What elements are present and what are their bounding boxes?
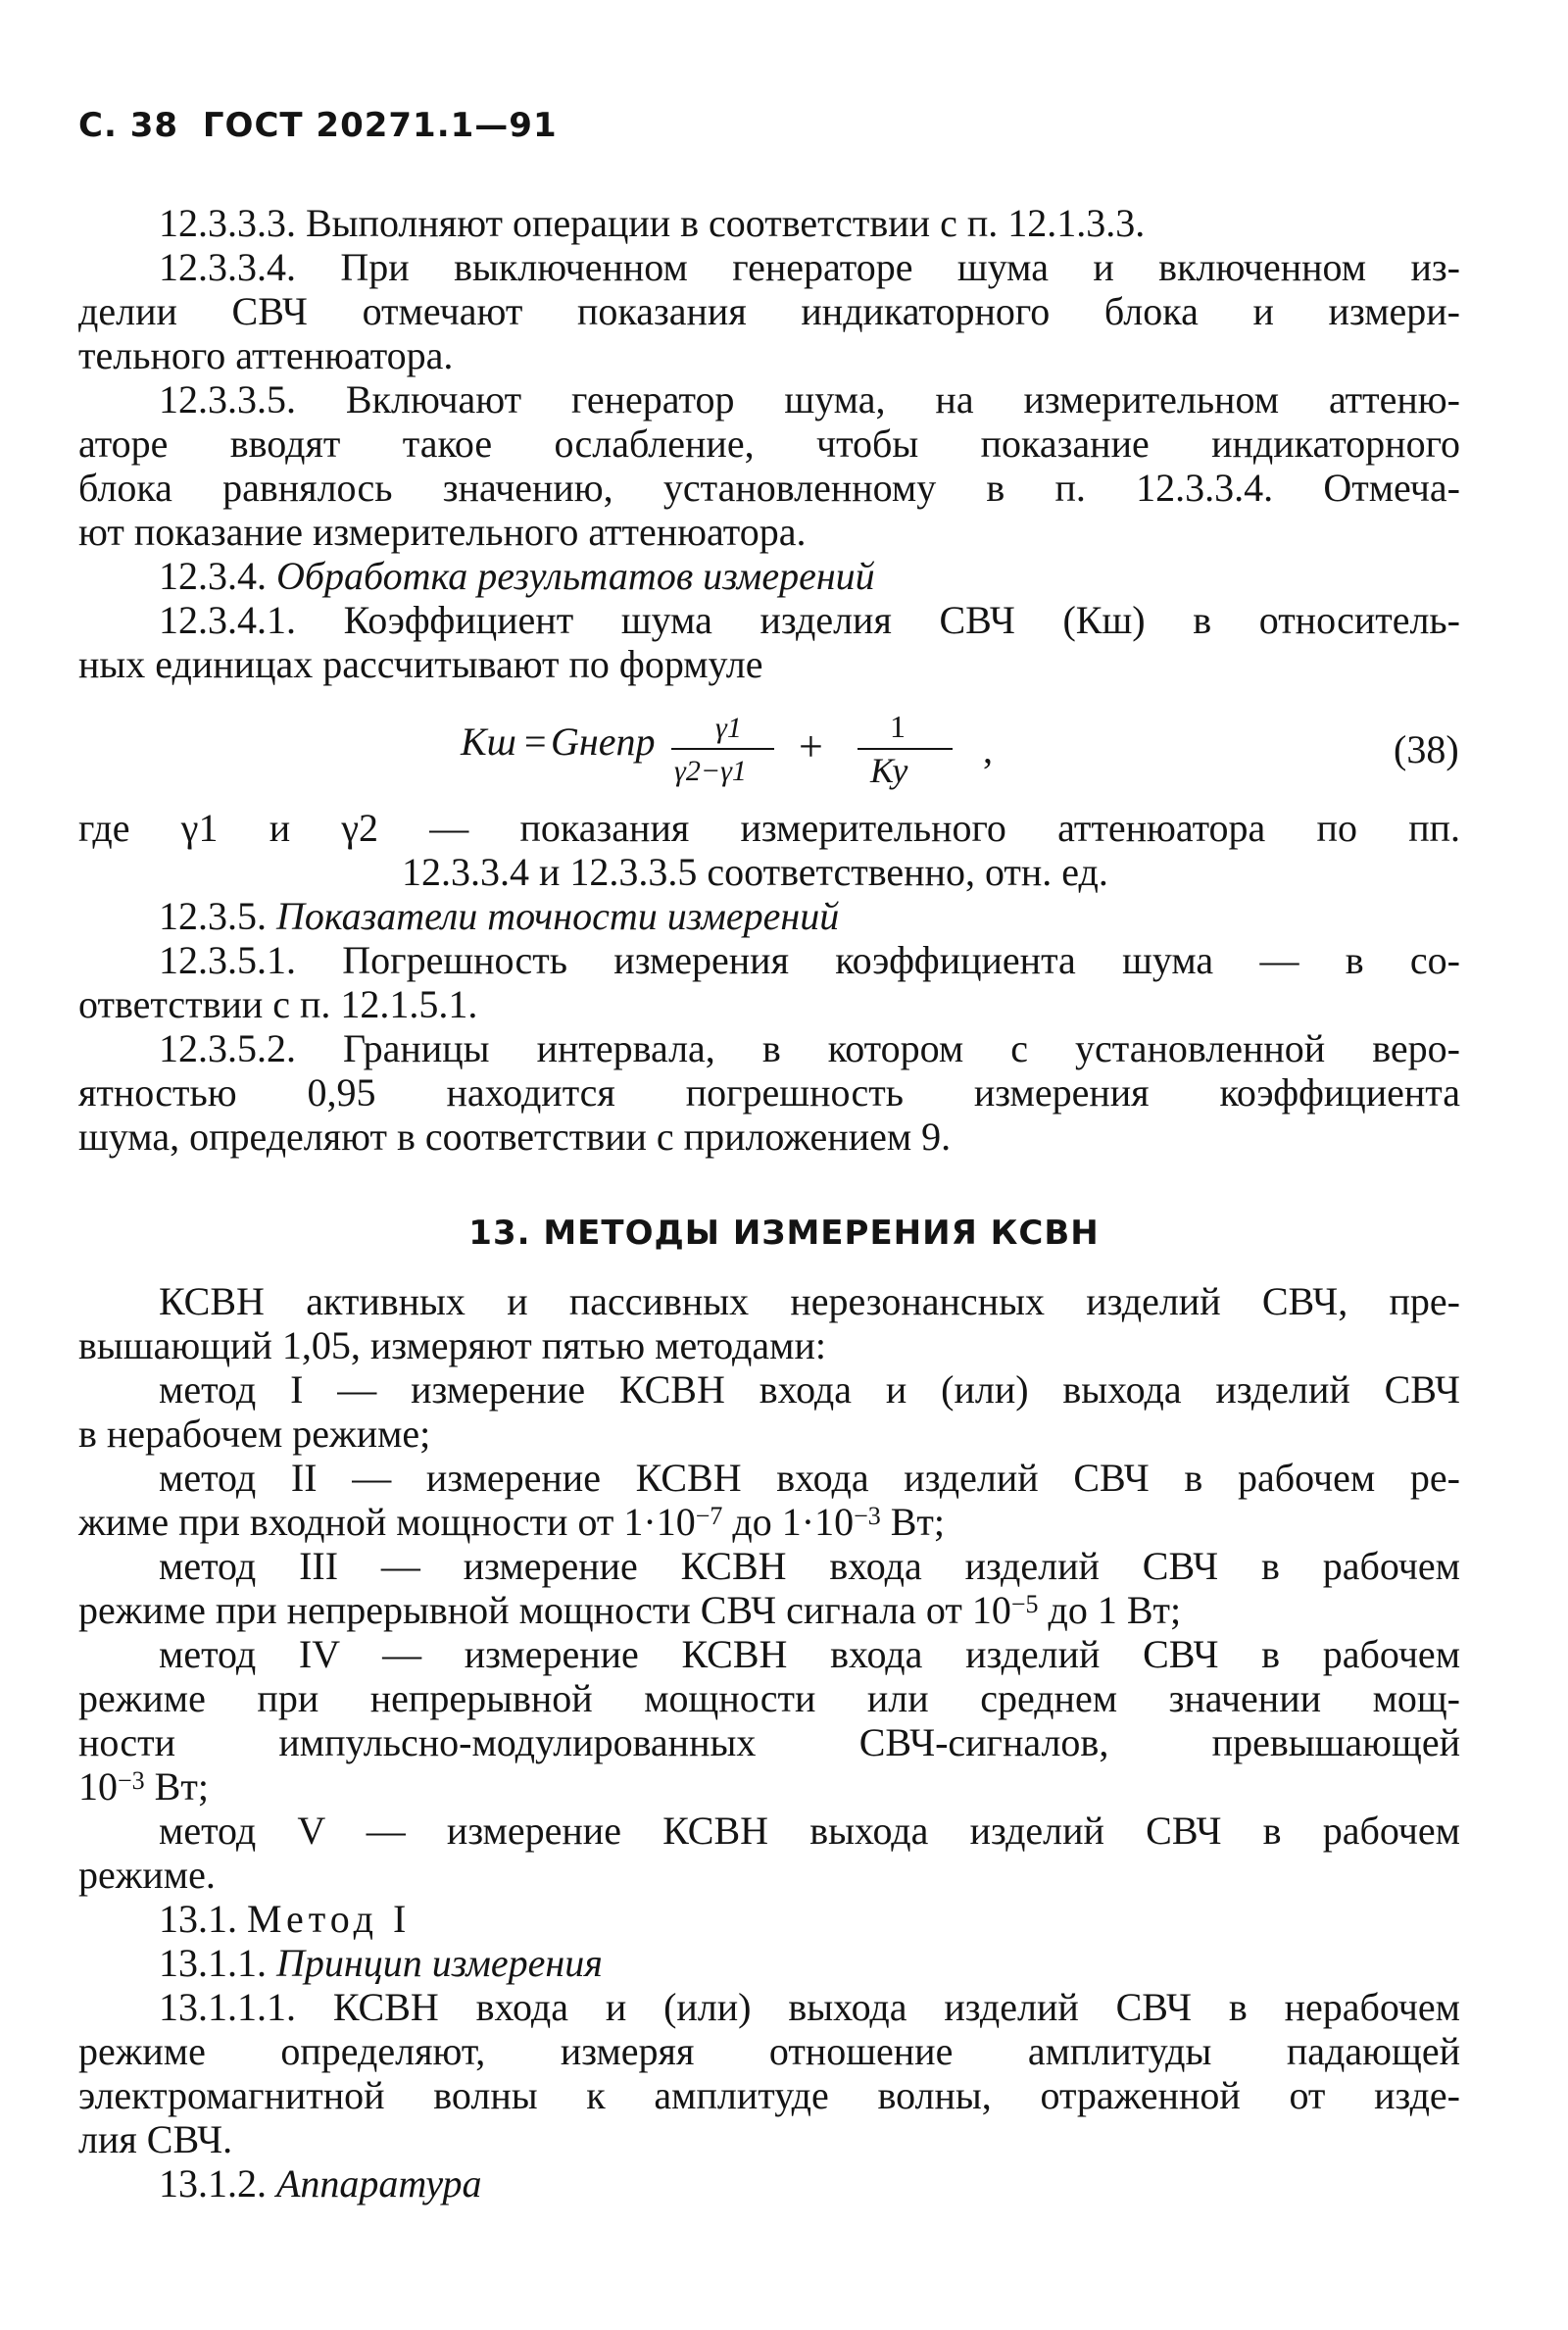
page-header <box>78 106 569 145</box>
method-4-text-a: 10 <box>78 1764 118 1809</box>
formula-numerator-2: 1 <box>890 709 906 744</box>
section-13-intro-line1: КСВН активных и пассивных нерезонансных изделий СВЧ, пре- <box>159 1279 1460 1323</box>
paragraph-12-3-3-4-line3: тельного аттенюатора. <box>78 333 454 377</box>
method-4-text-b: Вт; <box>144 1764 209 1809</box>
paragraph-13-1-1-1-line1: 13.1.1.1. КСВН входа и (или) выхода изделий СВЧ в нерабочем <box>159 1985 1460 2029</box>
method-2-text-b: до 1·10 <box>722 1500 855 1544</box>
paragraph-12-3-4-1-line2: ных единицах рассчитывают по формуле <box>78 642 763 686</box>
method-3-line1: метод III — измерение КСВН входа изделий СВЧ в рабочем <box>159 1544 1460 1588</box>
formula-legend-line1: где γ1 и γ2 — показания измерительного аттенюатора по пп. <box>78 806 1460 850</box>
method-5-line1: метод V — измерение КСВН выхода изделий СВЧ в рабочем <box>159 1809 1460 1853</box>
subsection-number: 12.3.4. <box>159 554 267 598</box>
method-3-text-b: до 1 Вт; <box>1038 1588 1182 1632</box>
subsection-13-1 <box>159 1897 411 1941</box>
paragraph-13-1-1-1-line3: электромагнитной волны к амплитуде волны, отраженной от изде- <box>78 2073 1460 2117</box>
paragraph-12-3-3-5-line4: ют показание измерительного аттенюатора. <box>78 510 807 554</box>
paragraph-12-3-5-2-line3: шума, определяют в соответствии с приложением 9. <box>78 1115 952 1159</box>
paragraph-12-3-3-4-line2: делии СВЧ отмечают показания индикаторного блока и измери- <box>78 289 1460 333</box>
method-1-line2: в нерабочем режиме; <box>78 1412 431 1456</box>
paragraph-12-3-3-5-line2: аторе вводят такое ослабление, чтобы показание индикаторного <box>78 421 1460 466</box>
formula-graphic <box>0 698 1568 806</box>
paragraph-12-3-3-5-line1: 12.3.3.5. Включают генератор шума, на измерительном аттеню- <box>159 377 1460 421</box>
method-3-text-a: режиме при непрерывной мощности СВЧ сигнала от 10 <box>78 1588 1011 1632</box>
subsection-13-1-2 <box>159 2161 482 2206</box>
subsection-title: Аппаратура <box>276 2161 482 2206</box>
method-2-line2 <box>78 1500 945 1544</box>
formula-38 <box>0 698 1568 806</box>
method-1-line1: метод I — измерение КСВН входа и (или) выхода изделий СВЧ <box>159 1367 1460 1412</box>
method-5-line2: режиме. <box>78 1853 216 1897</box>
method-2-text-a: жиме при входной мощности от 1·10 <box>78 1500 696 1544</box>
paragraph-12-3-5-1-line2: ответствии с п. 12.1.5.1. <box>78 982 478 1026</box>
subsection-title: Обработка результатов измерений <box>276 554 875 598</box>
formula-legend-line2: 12.3.3.4 и 12.3.3.5 соответственно, отн. ед. <box>402 850 1108 894</box>
section-13-intro-line2: вышающий 1,05, измеряют пятью методами: <box>78 1323 826 1367</box>
method-2-text-c: Вт; <box>880 1500 946 1544</box>
method-4-exponent: −3 <box>118 1766 145 1795</box>
paragraph-12-3-5-2-line1: 12.3.5.2. Границы интервала, в котором с установленной веро- <box>159 1026 1460 1070</box>
subsection-number: 12.3.5. <box>159 894 267 938</box>
method-2-exponent-2: −3 <box>854 1502 881 1530</box>
subsection-title: Показатели точности измерений <box>276 894 840 938</box>
page-number: С. 38 <box>78 106 179 145</box>
subsection-title: Принцип измерения <box>276 1941 603 1985</box>
paragraph-12-3-5-1-line1: 12.3.5.1. Погрешность измерения коэффициента шума — в со- <box>159 938 1460 982</box>
subsection-13-1-1 <box>159 1941 603 1985</box>
formula-number: (38) <box>1394 727 1459 771</box>
method-3-line2 <box>78 1588 1181 1632</box>
formula-numerator-1: γ1 <box>715 712 742 744</box>
method-2-line1: метод II — измерение КСВН входа изделий СВЧ в рабочем ре- <box>159 1456 1460 1500</box>
method-4-line4 <box>78 1764 209 1809</box>
subsection-number: 13.1.1. <box>159 1941 267 1985</box>
section-13-title: 13. МЕТОДЫ ИЗМЕРЕНИЯ КСВН <box>468 1214 1100 1253</box>
standard-designation: ГОСТ 20271.1—91 <box>202 106 558 145</box>
formula-plus: + <box>799 722 823 770</box>
subsection-12-3-4 <box>159 554 875 598</box>
method-4-line1: метод IV — измерение КСВН входа изделий СВЧ в рабочем <box>159 1632 1460 1676</box>
paragraph-12-3-3-3: 12.3.3.3. Выполняют операции в соответствии с п. 12.1.3.3. <box>159 201 1146 245</box>
paragraph-12-3-3-4-line1: 12.3.3.4. При выключенном генераторе шума и включенном из- <box>159 245 1460 289</box>
paragraph-13-1-1-1-line4: лия СВЧ. <box>78 2117 233 2161</box>
subsection-title: Метод I <box>247 1897 412 1941</box>
formula-equals: = <box>524 719 547 764</box>
paragraph-13-1-1-1-line2: режиме определяют, измеряя отношение амплитуды падающей <box>78 2029 1460 2073</box>
subsection-12-3-5 <box>159 894 839 938</box>
method-4-line3: ности импульсно-модулированных СВЧ-сигналов, превышающей <box>78 1720 1460 1764</box>
paragraph-12-3-5-2-line2: ятностью 0,95 находится погрешность измерения коэффициента <box>78 1070 1460 1115</box>
method-4-line2: режиме при непрерывной мощности или среднем значении мощ- <box>78 1676 1460 1720</box>
subsection-number: 13.1. <box>159 1897 237 1941</box>
method-2-exponent-1: −7 <box>695 1502 723 1530</box>
subsection-number: 13.1.2. <box>159 2161 267 2206</box>
formula-g-factor: Gнепр <box>551 719 656 764</box>
formula-comma: , <box>983 727 993 771</box>
method-3-exponent: −5 <box>1010 1590 1039 1618</box>
paragraph-12-3-4-1-line1: 12.3.4.1. Коэффициент шума изделия СВЧ (Кш) в относитель- <box>159 598 1460 642</box>
formula-denominator-2: Ку <box>870 751 908 790</box>
paragraph-12-3-3-5-line3: блока равнялось значению, установленному в п. 12.3.3.4. Отмеча- <box>78 466 1460 510</box>
formula-denominator-1: γ2−γ1 <box>674 755 747 787</box>
formula-lhs: Кш <box>461 719 516 764</box>
